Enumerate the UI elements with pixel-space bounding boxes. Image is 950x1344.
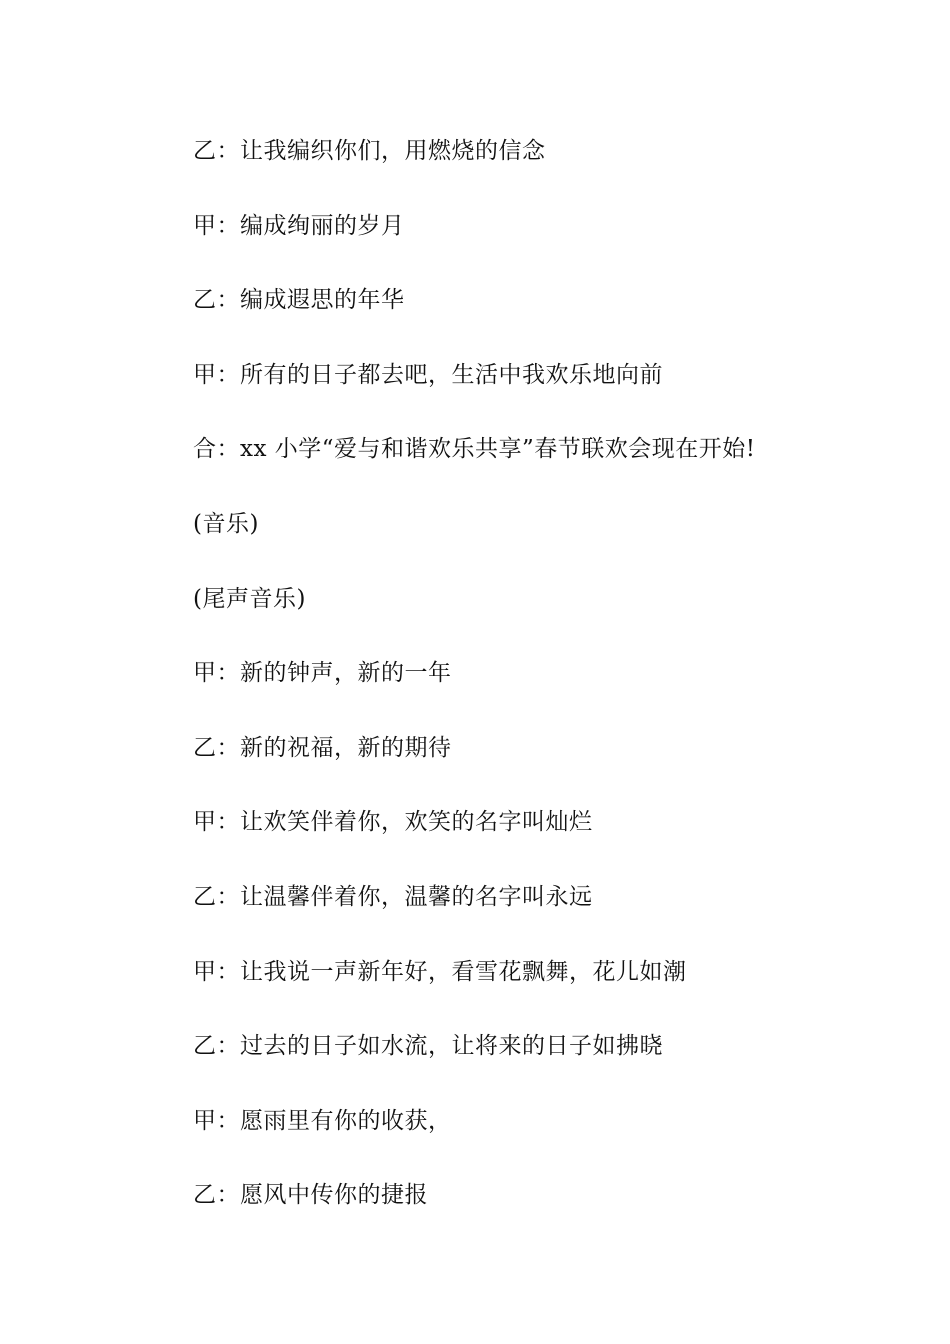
script-line: 甲：所有的日子都去吧，生活中我欢乐地向前 [193,361,663,388]
script-line: 甲：编成绚丽的岁月 [193,212,405,239]
script-line: 乙：新的祝福，新的期待 [193,734,452,761]
script-line: 乙：愿风中传你的捷报 [193,1182,428,1209]
script-line: 乙：让温馨伴着你，温馨的名字叫永远 [193,883,593,910]
script-line: 乙：编成遐思的年华 [193,287,405,314]
script-line: 甲：让我说一声新年好，看雪花飘舞，花儿如潮 [193,958,687,985]
script-line: 乙：过去的日子如水流，让将来的日子如拂晓 [193,1033,663,1060]
stage-direction: (尾声音乐) [193,585,306,612]
script-body [193,132,893,1251]
script-line: 甲：愿雨里有你的收获， [193,1107,452,1134]
script-line: 乙：让我编织你们，用燃烧的信念 [193,138,546,164]
script-line: 甲：新的钟声，新的一年 [193,660,452,687]
script-line: 合：xx 小学“爱与和谐欢乐共享”春节联欢会现在开始! [193,436,756,463]
stage-direction: (音乐) [193,510,259,537]
script-line: 甲：让欢笑伴着你，欢笑的名字叫灿烂 [193,809,593,836]
